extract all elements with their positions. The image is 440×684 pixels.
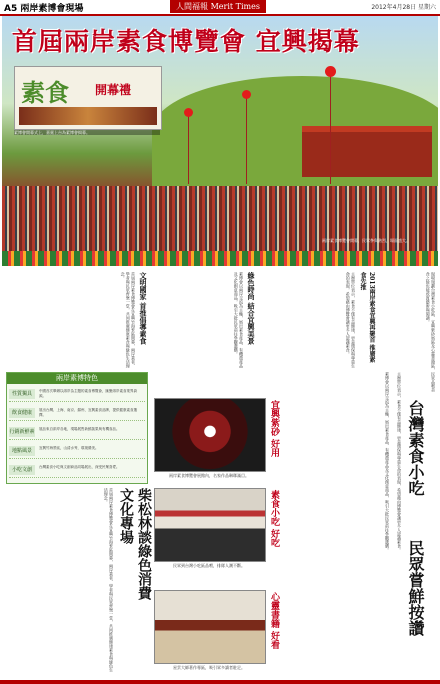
inset-photo [14, 66, 162, 130]
body-column: 主辦單位表示，素食不僅有益健康，更是環保與尊重生命的表現，希望藉由博覽會讓更多人認識素食。 [345, 272, 356, 368]
feature-text: 展出台灣、上海、南京、蘇州、宜興素食品牌，提供健康素食選擇。 [39, 408, 137, 417]
feature-row [9, 387, 145, 402]
body-column: 現場規劃台灣素食小吃區、宜興紫砂展區及心靈書籍區，民眾品嚐美食之餘也能欣賞藝術與閱讀。 [425, 272, 436, 392]
section-title-right: 2013兩岸素食宜興再聚首 推廣素食先推 [359, 272, 375, 363]
body-column: 首屆兩岸素食博覽會在宜興竹海景區開幕，兩岸業者、學者與民眾齊聚一堂，共同推廣健康素食與綠色生活理念。 [120, 272, 136, 368]
body-column: 主辦單位表示，素食不僅有益健康，更是環保與尊重生命的表現，希望藉由博覽會讓更多人認識素食。 [397, 372, 402, 552]
section-title-mid: 綠色時尚 結合宜興美景 [247, 272, 256, 345]
stage [19, 107, 157, 125]
photo-caption: 民眾到台灣小吃區品嚐，排隊人潮不斷。 [173, 563, 245, 568]
right-headline-b: 民眾嘗鮮按讚 [406, 540, 425, 636]
book-area-photo [154, 590, 266, 664]
feature-text: 台灣素食小吃與文創商品同場展出，深受民眾喜愛。 [39, 465, 120, 469]
feature-box [6, 372, 148, 484]
page-header [0, 0, 440, 16]
culture-title-a: 文化專場 [118, 488, 134, 544]
inset-caption: 素博會開幕式上，嘉賓上台為素博會揭幕。 [14, 130, 160, 135]
feature-row [9, 406, 145, 421]
feature-text: 展品來自兩岸各地，現場展售新鮮蔬果與有機食品。 [39, 427, 120, 431]
exhibit-photo [154, 398, 266, 472]
feature-label: 小吃文創 [9, 465, 35, 475]
lantern-pole [246, 96, 247, 184]
footer-bar [0, 680, 440, 684]
photo-caption: 星雲大師著作專區，吸引眾多讀者駐足。 [173, 665, 245, 670]
issue-date: 2012年4月28日 星期六 [371, 4, 436, 11]
feature-row [9, 444, 145, 459]
snack-area-photo [154, 488, 266, 562]
side-title-b: 素食小吃 好吃 [269, 490, 279, 548]
feature-text: 宜興竹海景區，山清水秀，環境優美。 [39, 446, 99, 450]
headline: 首屆兩岸素食博覽會 宜興揭幕 [12, 27, 360, 56]
flower-bed [2, 251, 438, 266]
body-column: 素博會以兩岸交流為主軸，展出素食產品、有機農產品及文化創意商品，吸引大批民眾前往參觀選購。 [385, 372, 390, 552]
photo-caption: 兩岸素食博覽會展館內，名家作品琳瑯滿目。 [169, 473, 249, 478]
side-title-c: 心靈書籍 好看 [269, 592, 279, 650]
red-lantern [325, 66, 336, 77]
feature-box-title: 兩岸素博特色 [7, 373, 147, 384]
feature-label: 地點風景 [9, 446, 35, 456]
feature-label: 行銷新鮮素 [9, 429, 35, 435]
hero-caption: 兩岸素食博覽會開幕，民眾參與熱烈，場面盛大。 [322, 238, 410, 243]
feature-label: 飲食健康 [9, 408, 35, 418]
inset-ceremony-text: 開幕禮 [95, 83, 132, 97]
feature-row [9, 463, 145, 478]
body-column: 素博會以兩岸交流為主軸，展出素食產品、有機農產品及文化創意商品，吸引大批民眾前往參觀選購。 [233, 272, 244, 368]
feature-text: 中國首次舉辦以兩岸為主題的素食博覽會，匯聚兩岸素食業界資源。 [39, 389, 137, 398]
side-title-a: 宜興紫砂 好用 [269, 400, 279, 458]
masthead: 人間福報 Merit Times [170, 0, 266, 13]
feature-label: 性質獨具 [9, 389, 35, 399]
culture-title-b: 柴松林談綠色消費 [136, 488, 152, 600]
lantern-pole [188, 114, 189, 184]
lantern-pole [330, 74, 331, 184]
red-lantern [184, 108, 193, 117]
page-label: A5 兩岸素博會現場 [4, 4, 84, 14]
body-column: 首屆兩岸素食博覽會在宜興竹海景區開幕，兩岸業者、學者與民眾齊聚一堂，共同推廣健康素食與綠色生活理念。 [103, 488, 114, 672]
feature-row [9, 425, 145, 440]
section-title-left: 文明國家 首推倡導素食 [139, 272, 148, 345]
temple-building [302, 126, 432, 177]
inset-banner-text: 素食 [21, 78, 69, 107]
right-headline-a: 台灣素食小吃 [406, 400, 425, 496]
red-lantern [242, 90, 251, 99]
